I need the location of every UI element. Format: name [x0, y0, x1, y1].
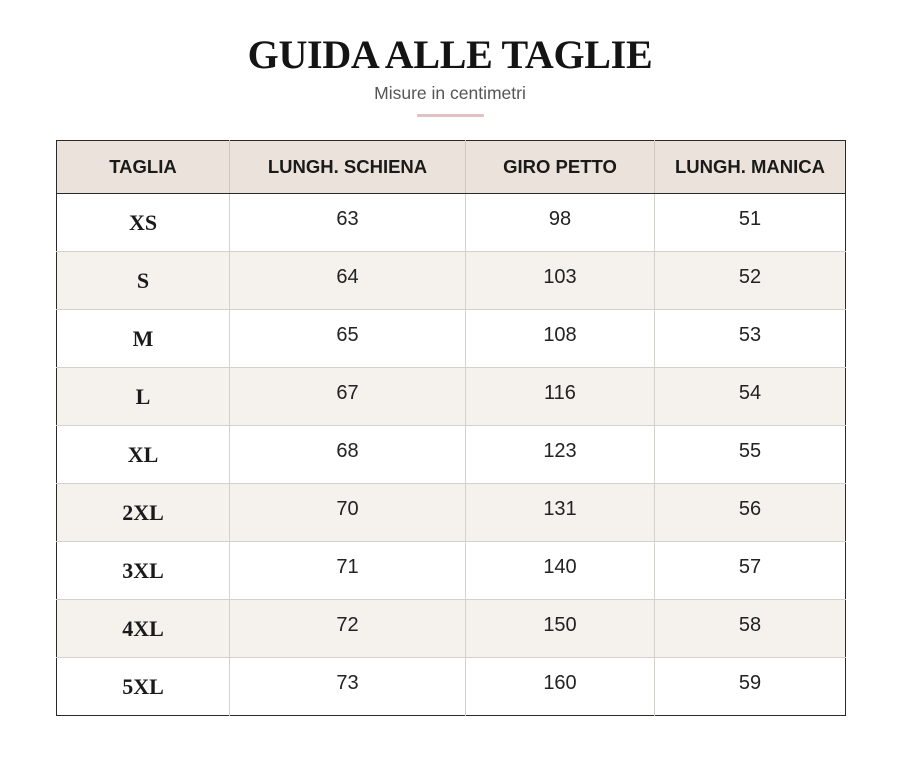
sleeve-value: 55: [738, 440, 762, 462]
table-row: [57, 310, 846, 368]
back-length-value: 70: [336, 498, 359, 520]
sleeve-cell: [655, 368, 846, 426]
back-length-cell: [230, 252, 466, 310]
sleeve-cell: [655, 484, 846, 542]
size-cell: [57, 658, 230, 716]
sleeve-value: 54: [738, 382, 762, 404]
back-length-value: 73: [336, 672, 359, 694]
back-length-cell: [230, 194, 466, 252]
chest-value: 131: [543, 498, 577, 520]
table-header-row: [57, 141, 846, 194]
sleeve-value: 56: [738, 498, 762, 520]
table-row: [57, 194, 846, 252]
sleeve-value: 59: [738, 672, 762, 694]
sleeve-cell: [655, 542, 846, 600]
column-header-lungh-manica: LUNGH. MANICA: [655, 141, 846, 194]
size-label: M: [132, 325, 154, 351]
table-row: [57, 368, 846, 426]
size-label: XS: [128, 209, 158, 235]
size-table: [56, 140, 846, 716]
back-length-value: 64: [336, 266, 359, 288]
size-cell: [57, 194, 230, 252]
back-length-cell: [230, 310, 466, 368]
sleeve-cell: [655, 194, 846, 252]
column-header-giro-petto: GIRO PETTO: [466, 141, 655, 194]
column-header-taglia: TAGLIA: [57, 141, 230, 194]
chest-cell: [466, 252, 655, 310]
size-label: S: [136, 267, 150, 293]
back-length-value: 68: [336, 440, 359, 462]
size-label: 2XL: [122, 499, 164, 525]
chest-value: 160: [543, 672, 577, 694]
table-body: [57, 194, 846, 716]
table-row: [57, 542, 846, 600]
back-length-cell: [230, 484, 466, 542]
size-cell: [57, 600, 230, 658]
size-table-container: [56, 140, 845, 716]
chest-value: 150: [543, 614, 577, 636]
size-cell: [57, 310, 230, 368]
size-cell: [57, 542, 230, 600]
size-cell: [57, 368, 230, 426]
chest-cell: [466, 658, 655, 716]
table-row: [57, 600, 846, 658]
back-length-value: 71: [336, 556, 359, 578]
chest-value: 116: [544, 382, 576, 404]
chest-value: 103: [543, 266, 577, 288]
back-length-value: 65: [336, 324, 359, 346]
chest-value: 123: [543, 440, 577, 462]
size-label: 3XL: [122, 557, 164, 583]
sleeve-value: 52: [738, 266, 762, 288]
back-length-cell: [230, 426, 466, 484]
size-label: 4XL: [122, 615, 164, 641]
sleeve-cell: [655, 658, 846, 716]
sleeve-cell: [655, 310, 846, 368]
table-row: [57, 426, 846, 484]
sleeve-value: 58: [738, 614, 762, 636]
sleeve-cell: [655, 252, 846, 310]
size-label: L: [135, 383, 151, 409]
chest-value: 108: [543, 324, 577, 346]
sleeve-cell: [655, 426, 846, 484]
size-label: XL: [127, 441, 159, 467]
chest-cell: [466, 426, 655, 484]
page-header: [0, 0, 900, 117]
size-cell: [57, 484, 230, 542]
chest-cell: [466, 310, 655, 368]
chest-cell: [466, 368, 655, 426]
back-length-value: 67: [336, 382, 359, 404]
table-row: [57, 252, 846, 310]
chest-cell: [466, 194, 655, 252]
size-cell: [57, 426, 230, 484]
table-row: [57, 658, 846, 716]
table-row: [57, 484, 846, 542]
size-label: 5XL: [122, 673, 164, 699]
chest-cell: [466, 542, 655, 600]
size-cell: [57, 252, 230, 310]
chest-cell: [466, 600, 655, 658]
sleeve-value: 51: [738, 208, 762, 230]
table-header: [57, 141, 846, 194]
sleeve-cell: [655, 600, 846, 658]
chest-cell: [466, 484, 655, 542]
back-length-value: 63: [336, 208, 359, 230]
page-title: GUIDA ALLE TAGLIE: [247, 32, 653, 77]
back-length-cell: [230, 368, 466, 426]
back-length-cell: [230, 542, 466, 600]
chest-value: 98: [548, 208, 572, 230]
back-length-cell: [230, 600, 466, 658]
page-subtitle: Misure in centimetri: [374, 83, 526, 103]
back-length-cell: [230, 658, 466, 716]
sleeve-value: 53: [738, 324, 762, 346]
chest-value: 140: [543, 556, 577, 578]
title-divider: [417, 114, 484, 117]
column-header-lungh-schiena: LUNGH. SCHIENA: [230, 141, 466, 194]
back-length-value: 72: [336, 614, 359, 636]
sleeve-value: 57: [738, 556, 762, 578]
